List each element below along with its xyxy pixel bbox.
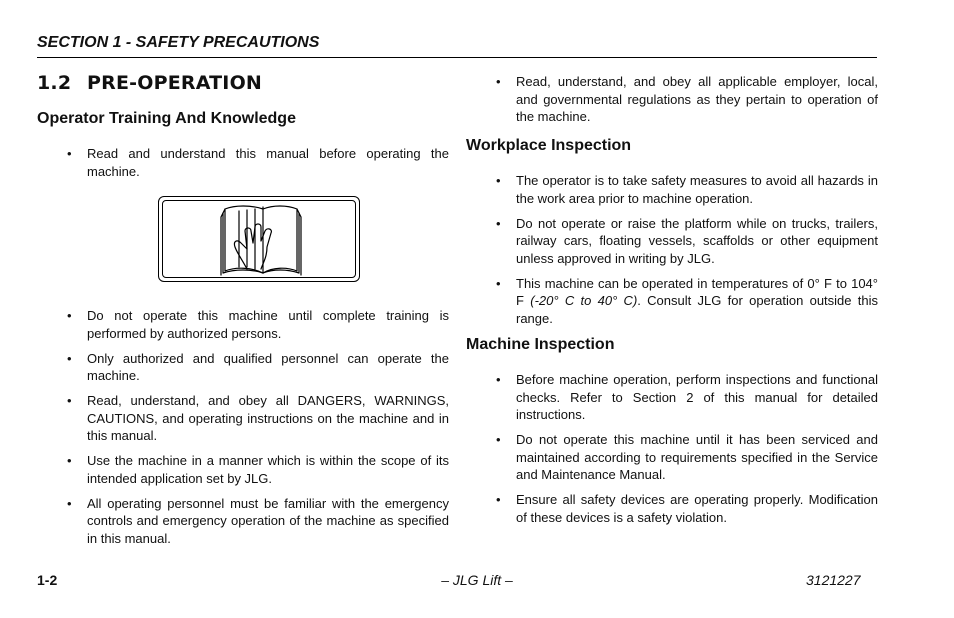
operator-training-heading: Operator Training And Knowledge	[37, 110, 296, 127]
figure-frame	[162, 200, 356, 278]
list-item: • The operator is to take safety measures to avoid all hazards in the work area prior to machine operation.	[496, 172, 878, 207]
list-item: • Only authorized and qualified personnel can operate the machine.	[67, 350, 449, 385]
section-title	[37, 72, 262, 94]
list-item	[496, 275, 878, 328]
temperature-text-end: . Consult JLG for operation outside this range.	[516, 293, 879, 326]
read-manual-figure	[158, 196, 360, 282]
workplace-inspection-list	[496, 172, 878, 335]
document-number: 3121227	[806, 572, 861, 588]
operator-training-list	[67, 307, 449, 555]
section-number: 1.2	[37, 72, 72, 94]
list-item: • Read and understand this manual before operating the machine.	[67, 145, 449, 180]
list-item: • Do not operate or raise the platform while on trucks, trailers, railway cars, floating vessels, scaffolds or other equipment unless approved in writing by JLG.	[496, 215, 878, 268]
page-number: 1-2	[37, 572, 58, 588]
machine-inspection-heading: Machine Inspection	[466, 336, 615, 353]
section-header: SECTION 1 - SAFETY PRECAUTIONS	[37, 34, 320, 51]
list-item: • Ensure all safety devices are operating properly. Modification of these devices is a safety violation.	[496, 491, 878, 526]
list-item: • Use the machine in a manner which is within the scope of its intended application set by JLG.	[67, 452, 449, 487]
temperature-text: This machine can be operated in temperatures of 0° F to 104° F	[516, 275, 878, 308]
header-divider	[37, 57, 877, 58]
list-item: • Read, understand, and obey all DANGERS, WARNINGS, CAUTIONS, and operating instructions on the machine and in this manual.	[67, 392, 449, 445]
list-item: • Do not operate this machine until complete training is performed by authorized persons.	[67, 307, 449, 342]
list-item: • Read, understand, and obey all applicable employer, local, and governmental regulations as they pertain to operation of the machine.	[496, 73, 878, 126]
regulations-list	[496, 73, 878, 133]
workplace-inspection-heading: Workplace Inspection	[466, 137, 632, 154]
list-item: • Before machine operation, perform inspections and functional checks. Refer to Section 2 of this manual for detailed instructions.	[496, 371, 878, 424]
list-item: • All operating personnel must be familiar with the emergency controls and emergency operation of the machine as specified in this manual.	[67, 495, 449, 548]
list-item: • Do not operate this machine until it has been serviced and maintained according to requirements specified in the Service and Maintenance Manual.	[496, 431, 878, 484]
footer-title: – JLG Lift –	[441, 572, 513, 588]
section-title-text: PRE-OPERATION	[87, 72, 263, 94]
read-manual-icon	[163, 201, 357, 279]
machine-inspection-list	[496, 371, 878, 534]
temperature-celsius: (-20° C to 40° C)	[530, 293, 638, 308]
operator-training-list-top	[67, 145, 449, 188]
